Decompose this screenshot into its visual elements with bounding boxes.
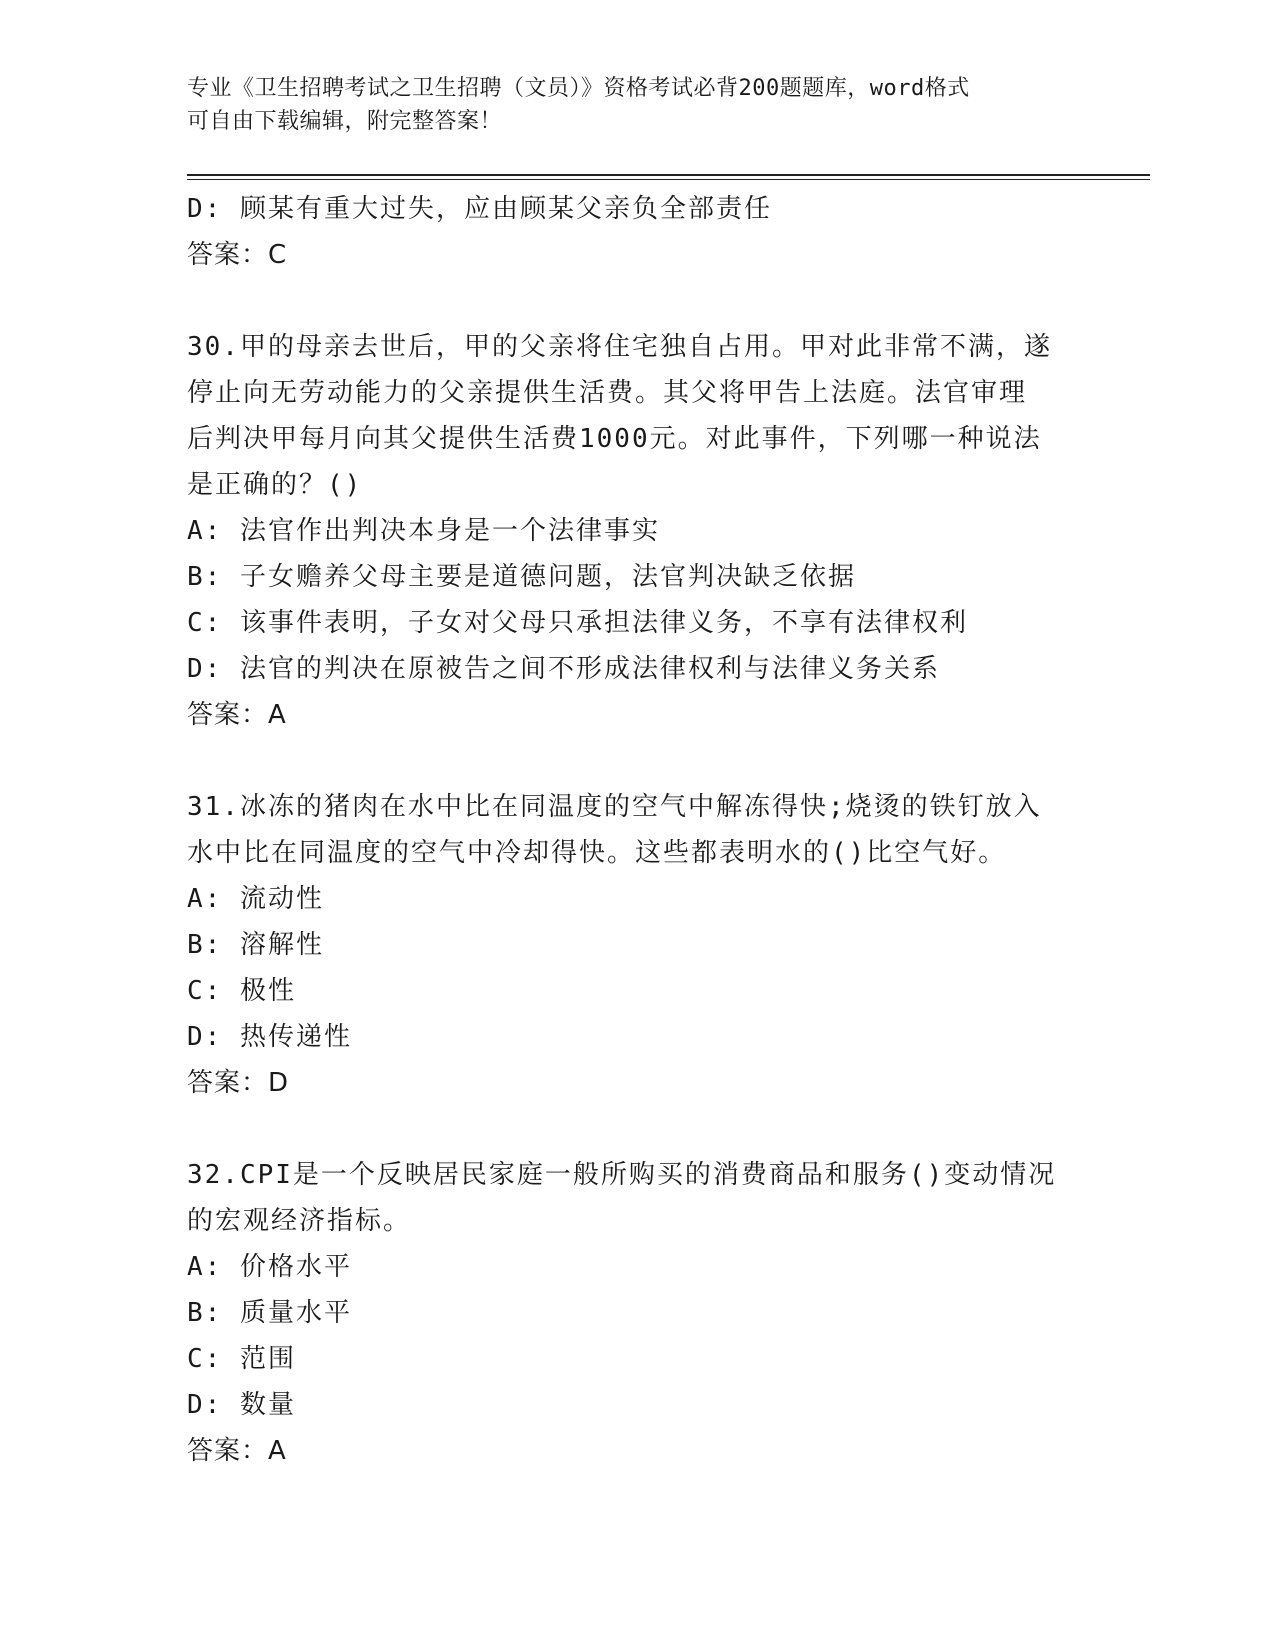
question-32 [187,1152,1087,1474]
question-list [187,186,1087,1474]
document-header [187,72,1067,138]
answer-line: 答案：A [187,1436,287,1466]
answer-line: 答案：D [187,1068,290,1098]
question-stem-line: 30.甲的母亲去世后，甲的父亲将住宅独自占用。甲对此非常不满，遂 [187,332,1052,362]
option-a: A: 流动性 [187,884,324,914]
spacer [187,738,1087,784]
spacer [187,278,1087,324]
option-a: A: 法官作出判决本身是一个法律事实 [187,516,660,546]
question-stem-line: 31.冰冻的猪肉在水中比在同温度的空气中解冻得快;烧烫的铁钉放入 [187,792,1042,822]
question-stem-line: 是正确的？() [187,470,363,500]
question-30 [187,324,1087,738]
question-stem-line: 的宏观经济指标。 [187,1206,412,1236]
question-stem-line: 停止向无劳动能力的父亲提供生活费。其父将甲告上法庭。法官审理 [187,378,1028,408]
option-c: C: 该事件表明，子女对父母只承担法律义务，不享有法律权利 [187,608,968,638]
answer-line: 答案：A [187,700,287,730]
option-b: B: 子女赡养父母主要是道德问题，法官判决缺乏依据 [187,562,856,592]
option-d: D: 热传递性 [187,1022,352,1052]
option-d: D: 顾某有重大过失，应由顾某父亲负全部责任 [187,194,772,224]
option-d: D: 法官的判决在原被告之间不形成法律权利与法律义务关系 [187,654,940,684]
option-b: B: 质量水平 [187,1298,352,1328]
answer-line: 答案：C [187,240,288,270]
spacer [187,1106,1087,1152]
question-stem-line: 32.CPI是一个反映居民家庭一般所购买的消费商品和服务()变动情况 [187,1160,1057,1190]
option-c: C: 范围 [187,1344,296,1374]
question-stem-line: 水中比在同温度的空气中冷却得快。这些都表明水的()比空气好。 [187,838,1007,868]
option-d: D: 数量 [187,1390,296,1420]
question-31 [187,784,1087,1106]
question-stem-line: 后判决甲每月向其父提供生活费1000元。对此事件，下列哪一种说法 [187,424,1042,454]
option-c: C: 极性 [187,976,296,1006]
header-line: 可自由下载编辑，附完整答案！ [187,109,503,134]
header-line: 专业《卫生招聘考试之卫生招聘（文员）》资格考试必背200题题库，word格式 [187,76,970,101]
option-b: B: 溶解性 [187,930,324,960]
header-divider [187,174,1150,180]
option-a: A: 价格水平 [187,1252,352,1282]
